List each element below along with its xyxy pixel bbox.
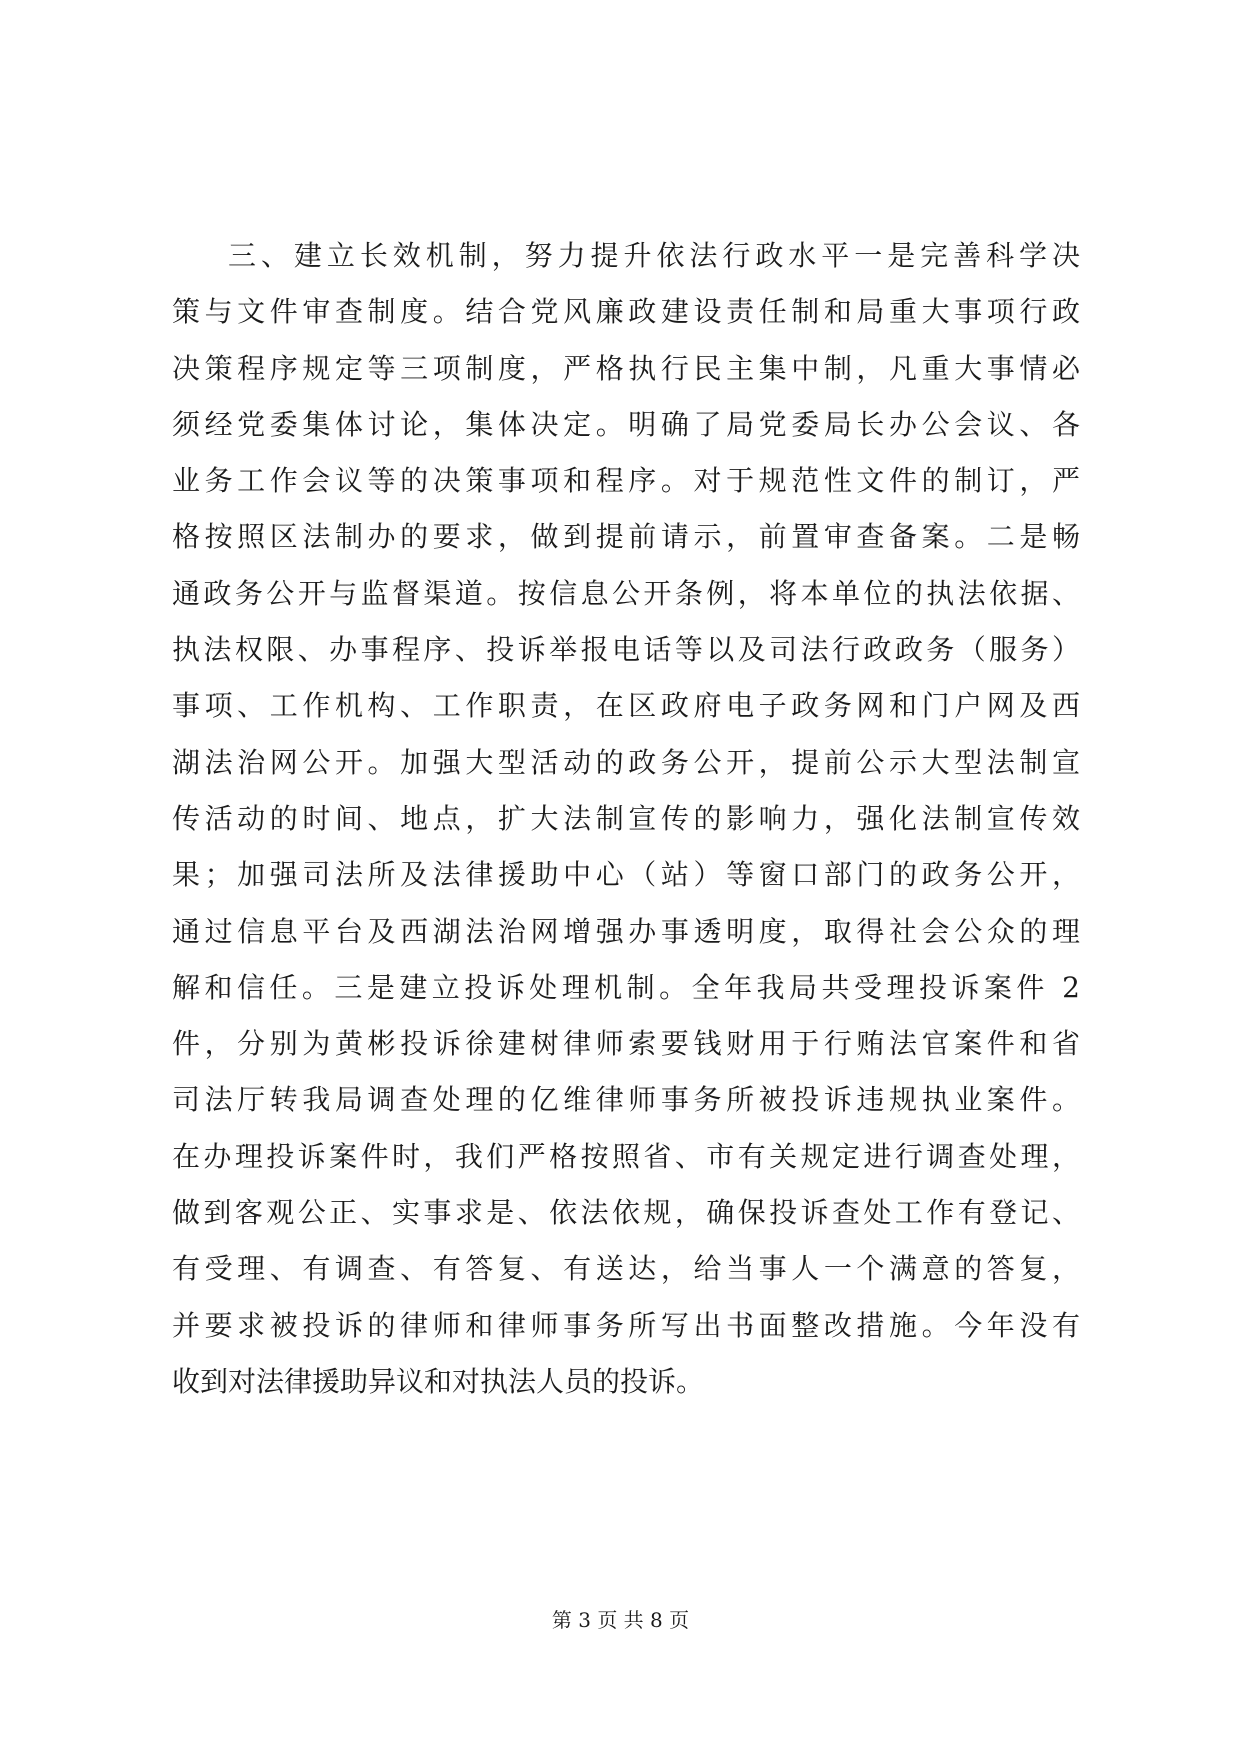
paragraph-line: 司法厅转我局调查处理的亿维律师事务所被投诉违规执业案件。 [172,1083,1080,1117]
paragraph-line: 须经党委集体讨论，集体决定。明确了局党委局长办公会议、各 [172,407,1080,441]
paragraph-line: 通过信息平台及西湖法治网增强办事透明度，取得社会公众的理 [172,914,1080,948]
paragraph-line: 解和信任。三是建立投诉处理机制。全年我局共受理投诉案件 2 [172,970,1080,1004]
paragraph-line: 件，分别为黄彬投诉徐建树律师索要钱财用于行贿法官案件和省 [172,1027,1080,1061]
paragraph-line: 做到客观公正、实事求是、依法依规，确保投诉查处工作有登记、 [172,1196,1080,1230]
body-paragraph [172,228,1080,1410]
paragraph-line: 业务工作会议等的决策事项和程序。对于规范性文件的制订，严 [172,464,1080,498]
paragraph-line: 策与文件审查制度。结合党风廉政建设责任制和局重大事项行政 [172,295,1080,329]
paragraph-line: 有受理、有调查、有答复、有送达，给当事人一个满意的答复， [172,1252,1080,1286]
paragraph-line: 收到对法律援助异议和对执法人员的投诉。 [172,1364,705,1398]
paragraph-line: 通政务公开与监督渠道。按信息公开条例，将本单位的执法依据、 [172,576,1080,610]
paragraph-line: 在办理投诉案件时，我们严格按照省、市有关规定进行调查处理， [172,1139,1080,1173]
page-number-footer: 第 3 页 共 8 页 [551,1608,690,1632]
paragraph-line: 格按照区法制办的要求，做到提前请示，前置审查备案。二是畅 [172,520,1080,554]
paragraph-line: 湖法治网公开。加强大型活动的政务公开，提前公示大型法制宣 [172,745,1080,779]
paragraph-line: 执法权限、办事程序、投诉举报电话等以及司法行政政务（服务） [172,633,1080,667]
paragraph-line: 三、建立长效机制，努力提升依法行政水平一是完善科学决 [228,239,1080,272]
paragraph-line: 传活动的时间、地点，扩大法制宣传的影响力，强化法制宣传效 [172,801,1080,835]
paragraph-line: 事项、工作机构、工作职责，在区政府电子政务网和门户网及西 [172,689,1080,723]
paragraph-line: 并要求被投诉的律师和律师事务所写出书面整改措施。今年没有 [172,1308,1080,1342]
paragraph-line: 果；加强司法所及法律援助中心（站）等窗口部门的政务公开， [172,858,1080,892]
paragraph-line: 决策程序规定等三项制度，严格执行民主集中制，凡重大事情必 [172,351,1080,385]
